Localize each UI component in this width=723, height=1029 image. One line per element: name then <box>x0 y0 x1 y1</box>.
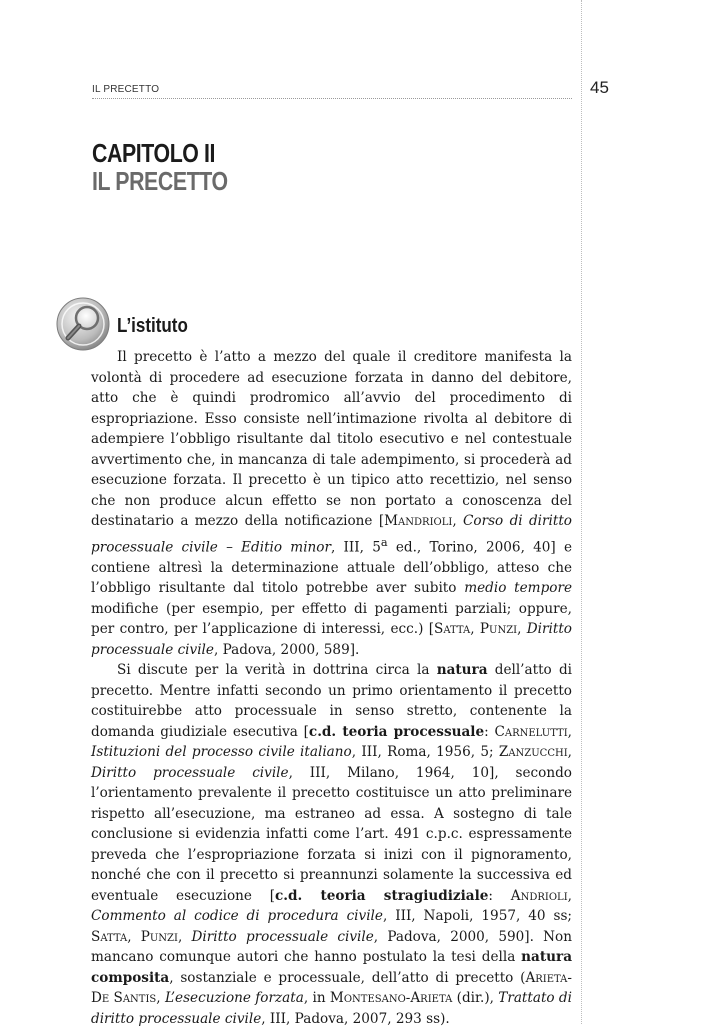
text-run: ed., Torino, 2006, 40] e contiene altresì la determinazione attuale dell’obbligo, atteso che l’obbligo risultante dal titolo potrebbe aver subito <box>91 539 572 597</box>
work-title: Istituzioni del processo civile italiano <box>91 744 352 761</box>
text-run: Il precetto è l’atto a mezzo del quale il creditore manifesta la volontà di procedere ad esecuzione forzata in danno del debitore, atto che è quindi prodromico all’avvio del procedimento di espropriazione. Esso consiste nell’intimazione rivolta al debitore di adempiere l’obbligo risultante dal titolo esecutivo e nel contestuale avvertimento che, in mancanza di tale adempimento, si procederà ad esecuzione forzata. Il precetto è un tipico atto recettizio, nel senso che non produce alcun effetto se non portato a conoscenza del destinatario a mezzo della notificazione [ <box>91 349 572 529</box>
bold-term: c.d. teoria processuale <box>308 723 485 740</box>
superscript: a <box>380 534 388 549</box>
body-text <box>91 347 572 1029</box>
text-run: dell’atto di precetto. Mentre infatti secondo un primo orientamento il precetto costituirebbe atto processuale in senso stretto, contenente la domanda giudiziale esecutiva [ <box>91 662 572 740</box>
paragraph-2 <box>91 660 572 1029</box>
text-run: , III, Napoli, 1957, 40 ss; <box>382 908 572 925</box>
bold-term: natura composita <box>91 949 572 986</box>
text-run: , III, 5 <box>330 539 381 556</box>
text-run: , <box>567 723 572 740</box>
work-title: L’esecuzione forzata <box>164 990 304 1007</box>
author-citation: Montesano-Arieta <box>329 990 453 1007</box>
text-run: , III, Padova, 2007, 293 ss). <box>261 1010 450 1027</box>
text-run: , <box>156 990 165 1007</box>
author-citation: Satta, Punzi <box>91 928 178 945</box>
page-number: 45 <box>590 78 609 97</box>
work-title: Diritto processuale civile <box>91 764 289 781</box>
text-run: , <box>567 887 572 904</box>
work-title: Trattato di diritto processuale civile <box>91 990 572 1027</box>
text-run: : <box>488 887 511 904</box>
chapter-title: IL PRECETTO <box>92 166 228 196</box>
author-citation: Carnelutti <box>494 723 568 740</box>
text-run: , in <box>303 990 330 1007</box>
author-citation: Zanzucchi <box>498 744 568 761</box>
text-run: , Padova, 2000, 590]. Non mancano comunque autori che hanno postulato la tesi della <box>91 928 572 966</box>
paragraph-1 <box>91 347 572 660</box>
text-run: , <box>177 928 192 945</box>
running-head: IL PRECETTO <box>92 84 572 99</box>
author-citation: Andrioli <box>510 887 568 904</box>
text-run: (dir.), <box>452 990 499 1007</box>
work-title: Diritto processuale civile <box>191 928 374 945</box>
text-run: , III, Milano, 1964, 10], secondo l’orientamento prevalente il precetto costituisce un atto preliminare rispetto all’esecuzione, ma estraneo ad essa. A sostegno di tale conclusione si evidenzia infatti come l’art. 491 c.p.c. espressamente preveda che l’espropriazione forzata si inizi con il pignoramento, nonché che con il precetto si preannunzi solamente la successiva ed eventuale esecuzione [ <box>91 764 572 904</box>
author-citation: Satta, Punzi <box>434 621 518 638</box>
text-run: , <box>567 744 572 761</box>
bold-term: natura <box>436 662 488 679</box>
author-citation: Arieta-De Santis <box>91 969 572 1007</box>
author-citation: Mandrioli <box>384 513 453 529</box>
magnifier-icon <box>55 296 111 352</box>
text-run: , <box>517 621 527 638</box>
work-title: Diritto processuale civile <box>91 621 572 658</box>
text-run: , Padova, 2000, 589]. <box>213 641 360 658</box>
text-run: : <box>484 723 495 740</box>
page-edge-divider <box>581 0 582 1024</box>
text-run: , sostanziale e processuale, dell’atto di precetto ( <box>169 969 526 986</box>
work-title: Commento al codice di procedura civile <box>91 908 383 925</box>
latin-term: medio tempore <box>464 580 572 597</box>
work-title: Corso di diritto processuale civile – Editio minor <box>91 513 572 556</box>
section-heading: L’istituto <box>117 315 188 337</box>
text-run: modifiche (per esempio, per effetto di pagamenti parziali; oppure, per contro, per l’applicazione di interessi, ecc.) [ <box>91 600 572 638</box>
chapter-label: CAPITOLO II <box>92 138 216 168</box>
text-run: Si discute per la verità in dottrina circa la <box>117 662 437 679</box>
bold-term: c.d. teoria stragiudiziale <box>275 887 489 904</box>
text-run: , <box>452 513 463 529</box>
text-run: , III, Roma, 1956, 5; <box>351 744 499 761</box>
